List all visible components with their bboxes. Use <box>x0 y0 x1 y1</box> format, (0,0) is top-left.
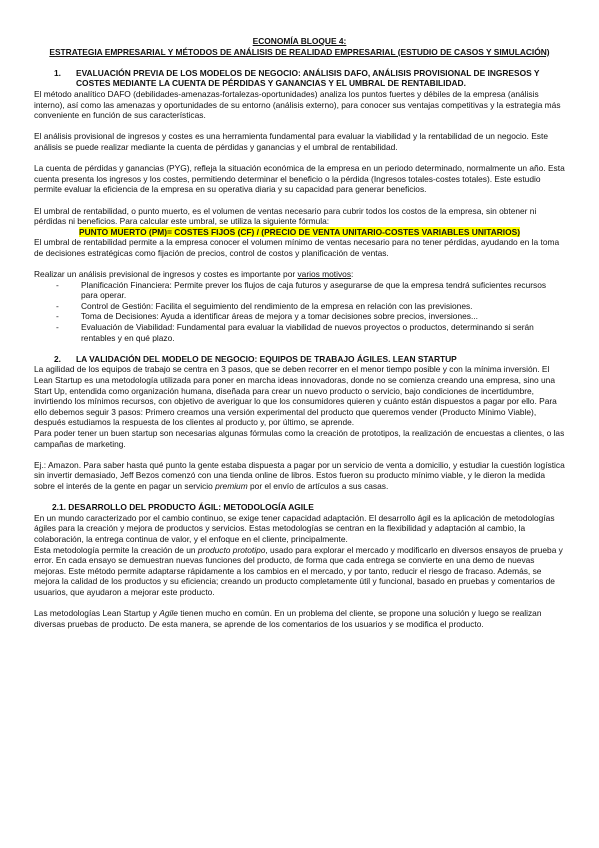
paragraph-dafo: El método analítico DAFO (debilidades-amenazas-fortalezas-oportunidades) analiza los puntos fuertes y débiles de la empresa (análisis interno), así como las amenazas y oportunidades de su entorno (análisis externo), para conocer sus ventajas competitivas y la estrategia más conveniente en función de sus características. <box>34 88 561 121</box>
list-item <box>56 280 565 301</box>
document-subtitle: ESTRATEGIA EMPRESARIAL Y MÉTODOS DE ANÁLISIS DE REALIDAD EMPRESARIAL (ESTUDIO DE CASOS Y SIMULACIÓN) <box>49 46 550 57</box>
motivos-colon: : <box>351 269 354 280</box>
section-1-heading <box>34 68 565 89</box>
paragraph-lean-agile <box>34 608 565 629</box>
formula-punto-muerto <box>34 227 565 238</box>
document-title: ECONOMÍA BLOQUE 4: <box>252 36 347 46</box>
section-2-number: 2. <box>54 353 61 364</box>
formula-highlight: PUNTO MUERTO (PM)= COSTES FIJOS (CF) / (PRECIO DE VENTA UNITARIO-COSTES VARIABLES UNITARIOS) <box>78 226 521 237</box>
motivos-lead: Realizar un análisis previsional de ingresos y costes es importante por <box>34 269 298 280</box>
paragraph-startup-formulas: Para poder tener un buen startup son necesarias algunas fórmulas como la creación de prototipos, la realización de encuestas a clientes, o las campañas de marketing. <box>34 427 565 449</box>
paragraph-producto-prototipo <box>34 545 565 598</box>
paragraph-motivos <box>34 269 565 280</box>
motivos-underlined: varios motivos <box>297 269 352 280</box>
paragraph-umbral: El umbral de rentabilidad, o punto muerto, es el volumen de ventas necesario para cubrir todos los costos de la empresa, sin obtener ni pérdidas ni beneficios. Para calcular este umbral, se utiliza la siguiente fórmula: <box>34 205 537 227</box>
list-item <box>56 301 565 312</box>
list-item <box>56 311 565 322</box>
section-2-heading <box>34 354 565 365</box>
dash-bullet: - <box>56 322 59 333</box>
list-item <box>56 322 565 343</box>
prototipo-text-a: Esta metodología permite la creación de un <box>34 544 198 555</box>
list-item-text: Control de Gestión: Facilita el seguimiento del rendimiento de la empresa en relación con las previsiones. <box>81 300 473 311</box>
section-1-number: 1. <box>54 67 61 78</box>
section-1-title: EVALUACIÓN PREVIA DE LOS MODELOS DE NEGOCIO: ANÁLISIS DAFO, ANÁLISIS PROVISIONAL DE INGRESOS Y COSTES MEDIANTE LA CUENTA DE PÉRDIDAS Y GANANCIAS Y EL UMBRAL DE RENTABILIDAD. <box>76 67 540 89</box>
amazon-emphasis: premium <box>215 480 248 491</box>
prototipo-emphasis: producto prototipo <box>197 544 266 555</box>
dash-bullet: - <box>56 279 59 290</box>
section-2-title: LA VALIDACIÓN DEL MODELO DE NEGOCIO: EQUIPOS DE TRABAJO ÁGILES. LEAN STARTUP <box>76 353 457 364</box>
dash-bullet: - <box>56 300 59 311</box>
lean-agile-text-b: tienen mucho en común. En un problema del cliente, se propone una solución y luego se realizan diversas pruebas de producto. De esta manera, se aprende de los comentarios de los usuarios y se modifica el producto. <box>34 608 542 629</box>
motivos-list <box>34 280 565 344</box>
list-item-text: Toma de Decisiones: Ayuda a identificar áreas de mejora y a tomar decisiones sobre precios, inversiones... <box>81 311 478 322</box>
paragraph-lean-startup: La agilidad de los equipos de trabajo se centra en 3 pasos, que se deben recorrer en el menor tiempo posible y con la mínima inversión. El Lean Startup es una metodología utilizada para poner en marcha ideas innovadoras, donde no se comienza creando una empresa, sino una Start Up, entendida como organización humana, diseñada para crear un nuevo producto o servicio, bajo condiciones de incertidumbre, invirtiendo los mínimos recursos, con objetivo de averiguar lo que los consumidores quieren y cuánto están dispuestos a pagar por ello. Para ello debemos seguir 3 pasos: Primero creamos una versión experimental del producto que queremos vender (Producto Mínimo Viable), después estudiamos la respuesta de los clientes al producto y, por último, se aprende. <box>34 364 557 428</box>
lean-agile-emphasis: Agile <box>159 608 178 619</box>
paragraph-desarrollo-agil: En un mundo caracterizado por el cambio continuo, se exige tener capacidad adaptación. El desarrollo ágil es la aplicación de metodologías ágiles para la creación y mejora de productos y servicios. Estas metodologías se centran en la flexibilidad y adaptación al cambio, la colaboración, la entrega continua de valor, y el enfoque en el cliente, principalmente. <box>34 512 555 544</box>
dash-bullet: - <box>56 311 59 322</box>
amazon-text-a: Ej.: Amazon. Para saber hasta qué punto la gente estaba dispuesta a pagar por un servicio de venta a domicilio, y estudiar la cuestión logística sin invertir demasiado, Jeff Bezos comenzó con una tienda online de libros. Estos fueron su producto mínimo viable, y le dieron la medida sobre el interés de la gente en pagar un servicio <box>34 459 565 491</box>
section-2-1-heading: 2.1. DESARROLLO DEL PRODUCTO ÁGIL: METODOLOGÍA AGILE <box>52 502 314 513</box>
paragraph-analisis-provisional: El análisis provisional de ingresos y costes es una herramienta fundamental para evaluar la viabilidad y la rentabilidad de un negocio. Este análisis se puede realizar mediante la cuenta de pérdidas y ganancias y el umbral de rentabilidad. <box>34 131 548 152</box>
paragraph-amazon-example <box>34 460 565 492</box>
paragraph-pyg: La cuenta de pérdidas y ganancias (PYG), refleja la situación económica de la empresa en un periodo determinado, normalmente un año. Esta cuenta presenta los ingresos y los costes, permitiendo determinar el beneficio o la pérdida (Ingresos totales-costes totales). Este estudio permite evaluar la eficiencia de la empresa en su operativa diaria y su capacidad para generar beneficios. <box>34 163 565 195</box>
lean-agile-text-a: Las metodologías Lean Startup y <box>34 608 160 619</box>
amazon-text-b: por el envío de artículos a sus casas. <box>247 480 389 491</box>
prototipo-text-b: , usado para explorar el mercado y modificarlo en diversos ensayos de prueba y error. En cada ensayo se demuestran nuevas funciones del producto, de forma que cada entrega se convierte en una demo de nuevas mejoras. Este método permite adaptarse rápidamente a los cambios en el mercado, y por tanto, reducir el riesgo de fracaso. Además, se mejora la calidad de los productos y su eficiencia; creando un producto completamente útil y funcional, basado en pruebas y comentarios de usuarios, que ayudaron a mejorar este producto. <box>34 544 563 597</box>
list-item-text: Evaluación de Viabilidad: Fundamental para evaluar la viabilidad de nuevos proyectos o productos, determinando si serán rentables y en qué plazo. <box>81 322 534 343</box>
list-item-text: Planificación Financiera: Permite prever los flujos de caja futuros y asegurarse de que la empresa tendrá suficientes recursos para operar. <box>81 279 547 301</box>
paragraph-umbral-uso: El umbral de rentabilidad permite a la empresa conocer el volumen mínimo de ventas necesario para no tener pérdidas, ayudando en la toma de decisiones estratégicas como fijación de precios, control de costos y planificación de ventas. <box>34 237 560 258</box>
